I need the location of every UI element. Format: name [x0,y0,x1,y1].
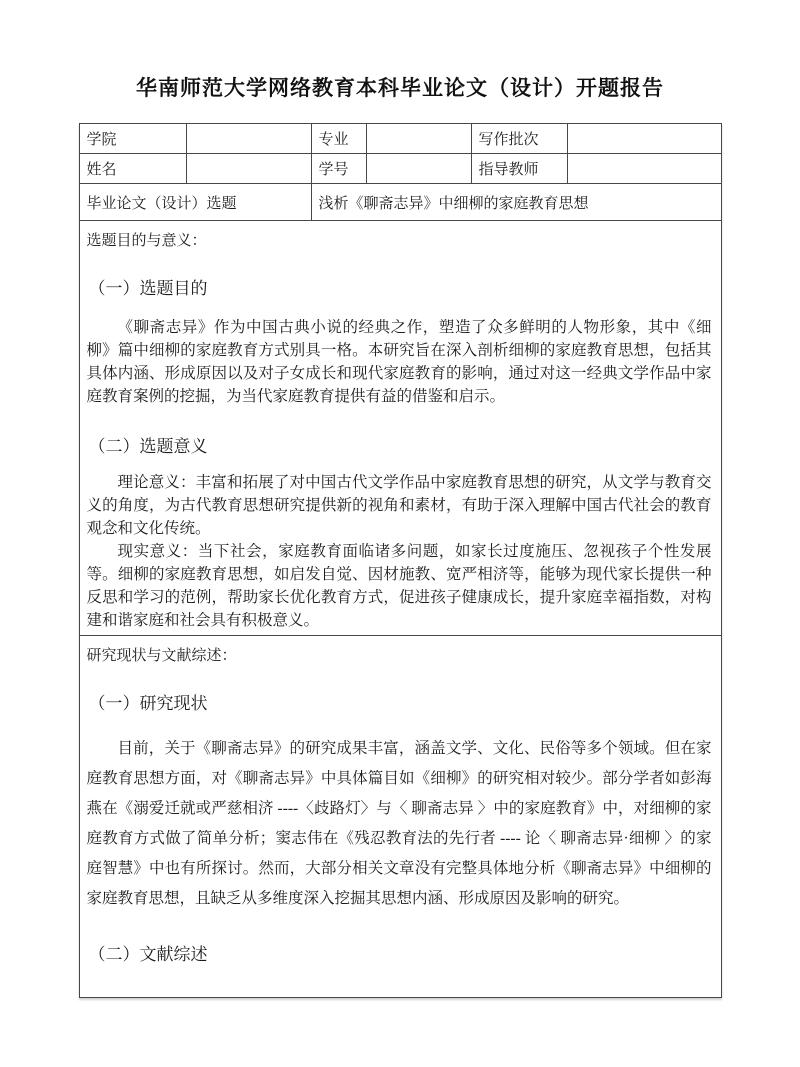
purpose-paragraph: 《聊斋志异》作为中国古典小说的经典之作，塑造了众多鲜明的人物形象，其中《细柳》篇中细柳的家庭教育方式别具一格。本研究旨在深入剖析细柳的家庭教育思想，包括其具体内涵、形成原因以及对子女成长和现代家庭教育的影响，通过对这一经典文学作品中家庭教育案例的挖掘，为当代家庭教育提供有益的借鉴和启示。 [86,319,712,405]
topic-label: 毕业论文（设计）选题 [79,184,311,221]
research-status-paragraph: 目前，关于《聊斋志异》的研究成果丰富，涵盖文学、文化、民俗等多个领域。但在家庭教育思想方面，对《聊斋志异》中具体篇目如《细柳》的研究相对较少。部分学者如彭海燕在《溺爱迁就或严慈相济 ----〈歧路灯〉与〈 聊斋志异 〉中的家庭教育》中，对细柳的家庭教育方式做了简单分析；窦志伟在《残忍教育法的先行者 ---- 论〈 聊斋志异·细柳 〉的家庭智慧》中也有所探讨。然而，大部分相关文章没有完整具体地分析《聊斋志异》中细柳的家庭教育思想，且缺乏从多维度深入挖掘其思想内涵、形成原因及影响的研究。 [86,740,712,907]
literature-review-cell [79,636,721,998]
table-row [79,124,721,154]
advisor-value [567,154,721,184]
reality-significance-paragraph: 现实意义：当下社会，家庭教育面临诸多问题，如家长过度施压、忽视孩子个性发展等。细柳的家庭教育思想，如启发自觉、因材施教、宽严相济等，能够为现代家长提供一种反思和学习的范例，帮助家长优化教育方式，促进孩子健康成长，提升家庭幸福指数，对构建和谐家庭和社会具有积极意义。 [86,543,712,629]
theory-significance-paragraph: 理论意义：丰富和拓展了对中国古代文学作品中家庭教育思想的研究，从文学与教育交义的角度，为古代教育思想研究提供新的视角和素材，有助于深入理解中国古代社会的教育观念和文化传统。 [86,474,712,537]
purpose-subtitle: （一）选题目的 [88,279,208,298]
writing-batch-label: 写作批次 [471,124,567,154]
college-value [186,124,311,154]
table-row [79,221,721,636]
page-title: 华南师范大学网络教育本科毕业论文（设计）开题报告 [136,76,664,100]
table-row [79,636,721,998]
college-label: 学院 [79,124,186,154]
student-id-label: 学号 [311,154,366,184]
table-row [79,184,721,221]
topic-value: 浅析《聊斋志异》中细柳的家庭教育思想 [311,184,721,221]
table-row [79,154,721,184]
name-value [186,154,311,184]
purpose-significance-cell [79,221,721,636]
purpose-section-header: 选题目的与意义： [86,233,207,249]
student-id-value [366,154,471,184]
literature-review-subtitle: （二）文献综述 [88,945,208,964]
advisor-label: 指导教师 [471,154,567,184]
research-status-subtitle: （一）研究现状 [88,694,208,713]
writing-batch-value [567,124,721,154]
thesis-proposal-table [79,123,722,998]
major-label: 专业 [311,124,366,154]
name-label: 姓名 [79,154,186,184]
review-section-header: 研究现状与文献综述： [86,648,237,664]
significance-subtitle: （二）选题意义 [88,437,208,456]
major-value [366,124,471,154]
